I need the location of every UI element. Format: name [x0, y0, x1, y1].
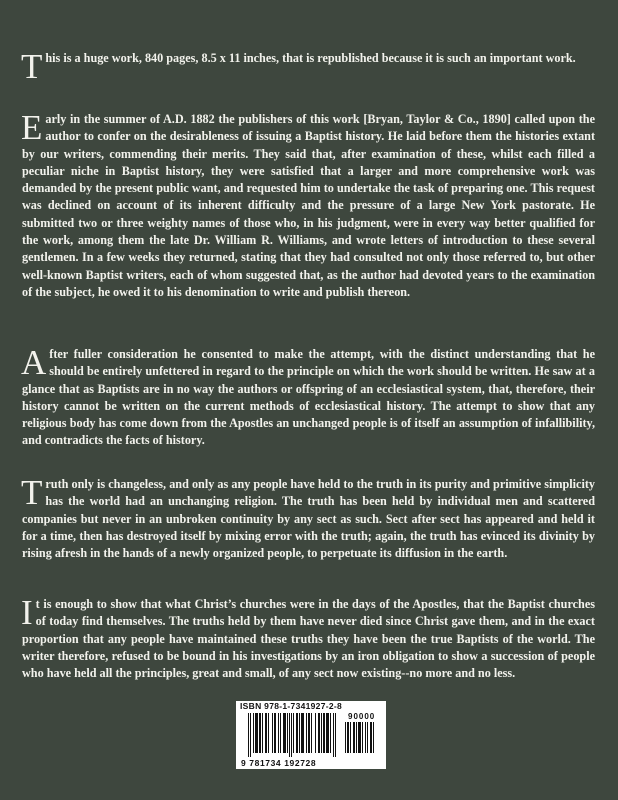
paragraph-text: his is a huge work, 840 pages, 8.5 x 11 inches, that is republished because it is such an important work.: [45, 51, 576, 65]
barcode-bar: [345, 722, 346, 753]
drop-cap: T: [21, 47, 43, 86]
barcode-bar: [367, 722, 368, 753]
ean-number: 9 781734 192728: [241, 758, 317, 768]
paragraph-text: fter fuller consideration he consented to make the attempt, with the distinct understanding that he should be entirely unfettered in regard to the principle on which the work should be written. He saw at a glance that as Baptists are in no way the authors or offspring of an ecclesiastical system, that, therefore, their history cannot be written on the current methods of ecclesiastical history. The attempt to show that any religious body has come down from the Apostles an unchanged people is of itself an assumption of infallibility, and contradicts the facts of history.: [22, 347, 595, 448]
drop-cap: E: [21, 108, 43, 147]
barcode-bar: [311, 713, 312, 753]
barcode-bar: [306, 713, 307, 753]
paragraph-truth: [21, 473, 595, 562]
barcode-bar: [268, 713, 269, 753]
barcode-bar: [308, 713, 310, 753]
paragraph-conclusion: [21, 593, 595, 682]
isbn-label: ISBN 978-1-7341927-2-8: [240, 701, 343, 711]
drop-cap: T: [21, 473, 43, 512]
barcode-bar: [373, 722, 374, 753]
barcode-bar: [296, 713, 298, 753]
barcode-bar: [289, 713, 290, 757]
barcode-bar: [299, 713, 300, 753]
barcode-bar: [362, 722, 363, 753]
barcode-bar: [259, 713, 261, 753]
paragraph-text: arly in the summer of A.D. 1882 the publishers of this work [Bryan, Taylor & Co., 1890] called upon the author to confer on the desirableness of issuing a Baptist history. He laid before them the histories extant by our writers, commending their merits. They said that, after examination of these, whilst each filled a peculiar niche in Baptist history, they were satisfied that a larger and more comprehensive work was demanded by the present public want, and requested him to undertake the task of preparing one. This request was declined on account of its inherent difficulty and the pressure of a large New York pastorate. He submitted two or three weighty names of those who, in his judgment, were in every way better qualified for the work, among them the late Dr. William R. Williams, and wrote letters of introduction to these several gentlemen. In a few weeks they returned, stating that they had consulted not only those referred to, but other well-known Baptist writers, each of whom suggested that, as the author had devoted years to the examination of the subject, he owed it to his denomination to write and publish thereon.: [22, 112, 595, 299]
addon-bars: [345, 722, 381, 757]
paragraph-consideration: [21, 343, 595, 450]
barcode-bar: [335, 713, 336, 757]
barcode-bar: [291, 713, 292, 757]
barcode-bar: [253, 713, 254, 753]
drop-cap: A: [21, 343, 47, 382]
barcode-bar: [350, 722, 351, 753]
barcode-bar: [315, 713, 316, 753]
barcode-bar: [333, 713, 334, 757]
barcode-bar: [370, 722, 372, 753]
barcode-bar: [365, 722, 366, 753]
barcode-bar: [318, 713, 320, 753]
barcode-bar: [272, 713, 273, 753]
drop-cap: I: [21, 593, 33, 632]
paragraph-intro: [21, 47, 595, 86]
barcode-bar: [358, 722, 361, 753]
barcode-bar: [347, 722, 349, 753]
barcode-bar: [262, 713, 263, 753]
barcode-bar: [330, 713, 331, 753]
barcode-bar: [274, 713, 276, 753]
barcode-bar: [287, 713, 288, 753]
addon-number: 90000: [348, 712, 376, 721]
barcode-bar: [250, 713, 251, 757]
barcode-bar: [321, 713, 322, 753]
barcode-bar: [280, 713, 281, 753]
barcode-bar: [265, 713, 267, 753]
barcode-bar: [323, 713, 325, 753]
barcode-bar: [326, 713, 329, 753]
barcode-bar: [293, 713, 294, 753]
paragraph-text: ruth only is changeless, and only as any people have held to the truth in its purity and primitive simplicity has the world had an unchanging religion. The truth has been held by individual men and scattered companies but never in an unbroken continuity by any sect as such. Sect after sect has appeared and held it for a time, then has destroyed itself by mixing error with the truth; again, the truth has evinced its divinity by rising afresh in the hands of a newly organized people, to perpetuate its diffusion in the earth.: [22, 477, 595, 561]
barcode-bar: [301, 713, 304, 753]
paragraph-history: [21, 108, 595, 301]
isbn-barcode: [236, 701, 386, 769]
barcode-bar: [353, 722, 355, 753]
barcode-bar: [248, 713, 249, 757]
barcode-bar: [283, 713, 286, 753]
barcode-bar: [278, 713, 279, 753]
barcode-bar: [356, 722, 357, 753]
ean-bars: [248, 713, 343, 757]
paragraph-text: t is enough to show that what Christ’s churches were in the days of the Apostles, that the Baptist churches of today find themselves. The truths held by them have never died since Christ gave them, and in the exact proportion that any people have maintained these truths they have been the true Baptists of the world. The writer therefore, refused to be bound in his investigations by an iron obligation to show a succession of people who have held all the principles, great and small, of any sect now existing--no more and no less.: [22, 597, 595, 681]
barcode-bar: [255, 713, 258, 753]
